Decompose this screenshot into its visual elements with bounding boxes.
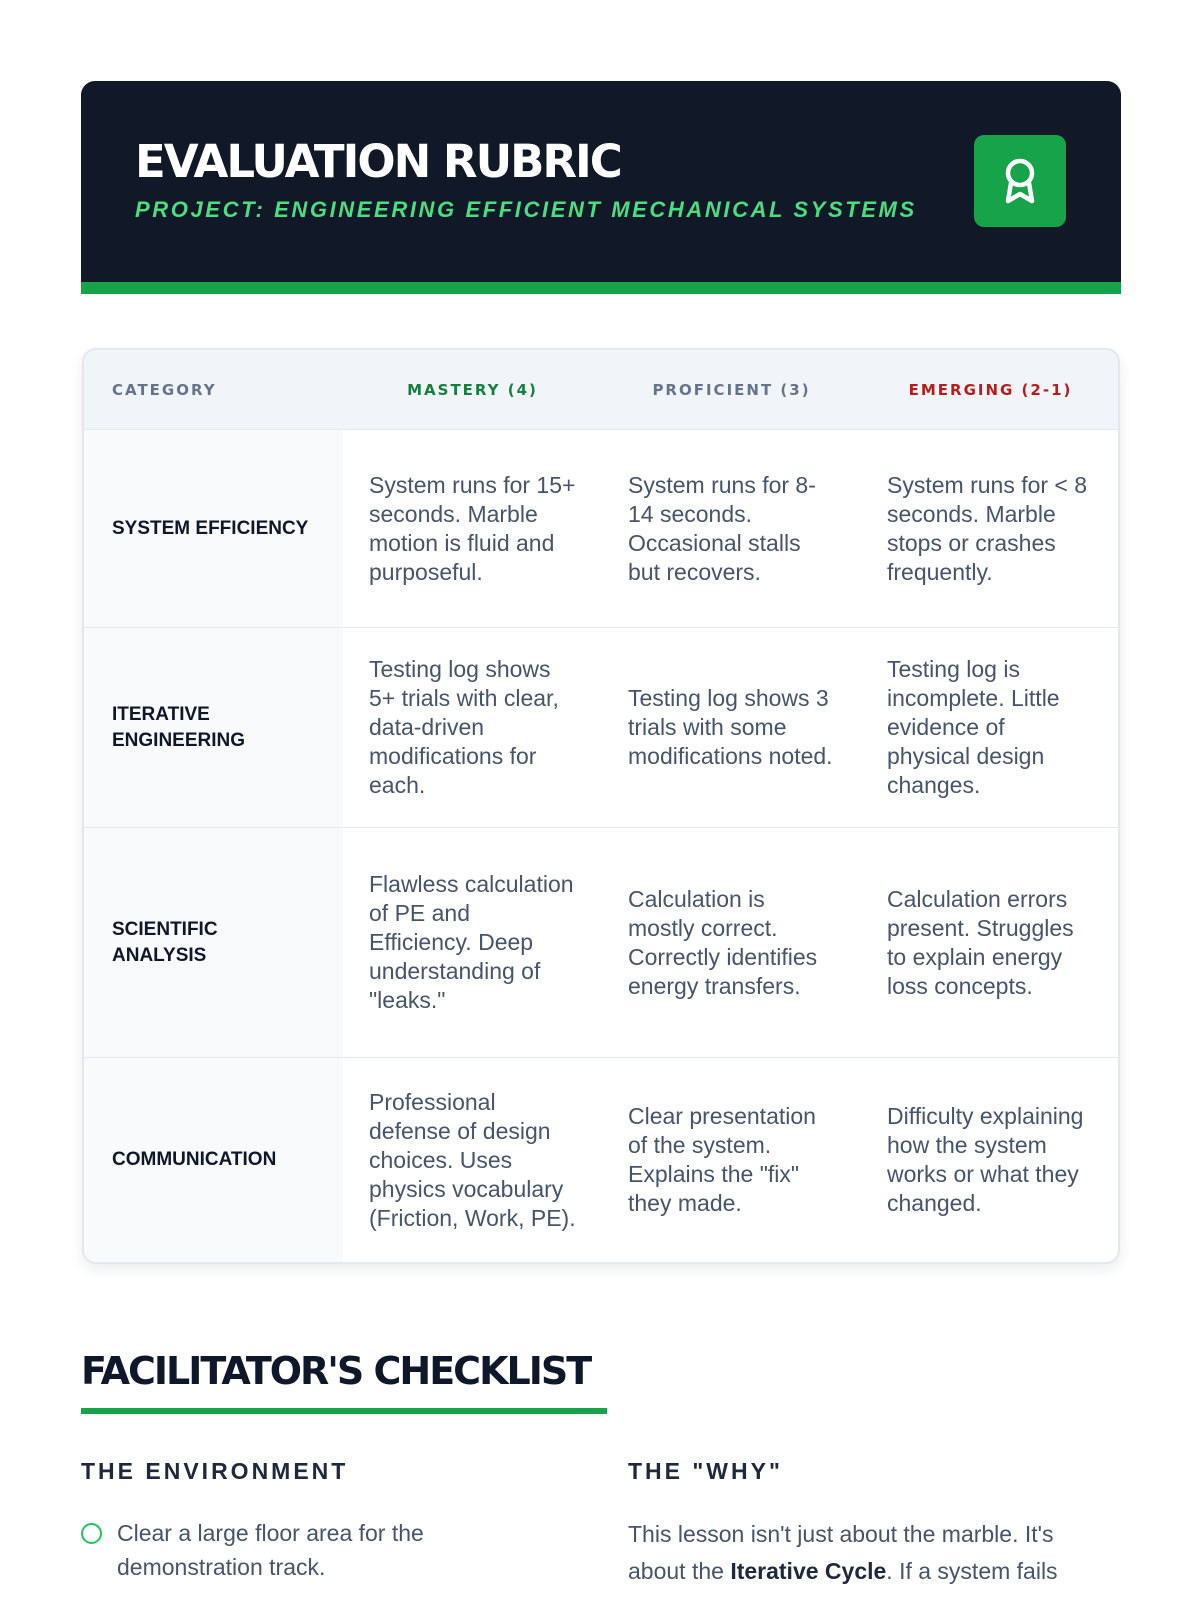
- proficient-cell: Clear presentation of the system. Explains the "fix" they made.: [628, 1103, 816, 1216]
- emerging-cell: Calculation errors present. Struggles to explain energy loss concepts.: [887, 885, 1074, 999]
- checkbox-circle-icon[interactable]: [81, 1523, 102, 1544]
- why-text-emphasis: Iterative Cycle: [730, 1558, 887, 1584]
- proficient-cell: Testing log shows 3 trials with some modifications noted.: [628, 685, 833, 769]
- award-ribbon-icon: [1000, 156, 1040, 206]
- rubric-header-banner: [81, 81, 1121, 294]
- table-row: [84, 1058, 1118, 1262]
- why-text-after: . If a system fails: [886, 1558, 1058, 1584]
- table-row: [84, 828, 1118, 1058]
- mastery-cell: Testing log shows 5+ trials with clear, data-driven modifications for each.: [369, 656, 559, 798]
- proficient-cell: System runs for 8-14 seconds. Occasional stalls but recovers.: [628, 471, 816, 585]
- column-header-proficient: PROFICIENT (3): [652, 381, 811, 399]
- rubric-table: [82, 348, 1120, 1264]
- project-subtitle: PROJECT: ENGINEERING EFFICIENT MECHANICAL SYSTEMS: [135, 197, 917, 222]
- checklist-item-label: Clear a large floor area for the demonstration track.: [117, 1520, 424, 1580]
- table-row: [84, 628, 1118, 828]
- section-title-underline: [81, 1408, 607, 1414]
- column-header-emerging: EMERGING (2-1): [908, 381, 1073, 399]
- mastery-cell: Professional defense of design choices. Uses physics vocabulary (Friction, Work, PE).: [369, 1088, 576, 1231]
- award-badge: [974, 135, 1066, 227]
- column-header-category: CATEGORY: [112, 381, 217, 399]
- emerging-cell: System runs for < 8 seconds. Marble stops or crashes frequently.: [887, 471, 1088, 585]
- mastery-cell: Flawless calculation of PE and Efficiency. Deep understanding of "leaks.": [369, 871, 574, 1013]
- why-heading: THE "WHY": [628, 1458, 783, 1484]
- rubric-table-header: [84, 350, 1118, 430]
- why-text-before: This lesson isn't just about the marble. It's about the: [628, 1521, 1054, 1584]
- row-category: ITERATIVE ENGINEERING: [84, 628, 343, 827]
- banner-accent-stripe: [81, 282, 1121, 294]
- page-title: EVALUATION RUBRIC: [135, 135, 621, 188]
- row-category: SYSTEM EFFICIENCY: [84, 430, 343, 627]
- mastery-cell: System runs for 15+ seconds. Marble motion is fluid and purposeful.: [369, 471, 576, 585]
- table-row: [84, 430, 1118, 628]
- emerging-cell: Difficulty explaining how the system works or what they changed.: [887, 1103, 1084, 1216]
- checklist-item[interactable]: [81, 1516, 551, 1584]
- column-header-mastery: MASTERY (4): [407, 381, 538, 399]
- row-category: COMMUNICATION: [84, 1058, 343, 1262]
- proficient-cell: Calculation is mostly correct. Correctly identifies energy transfers.: [628, 885, 818, 999]
- row-category: SCIENTIFIC ANALYSIS: [84, 828, 343, 1057]
- emerging-cell: Testing log is incomplete. Little evidence of physical design changes.: [887, 656, 1060, 798]
- section-title-facilitator-checklist: FACILITATOR'S CHECKLIST: [81, 1349, 591, 1393]
- environment-heading: THE ENVIRONMENT: [81, 1458, 349, 1484]
- why-paragraph: [628, 1516, 1098, 1590]
